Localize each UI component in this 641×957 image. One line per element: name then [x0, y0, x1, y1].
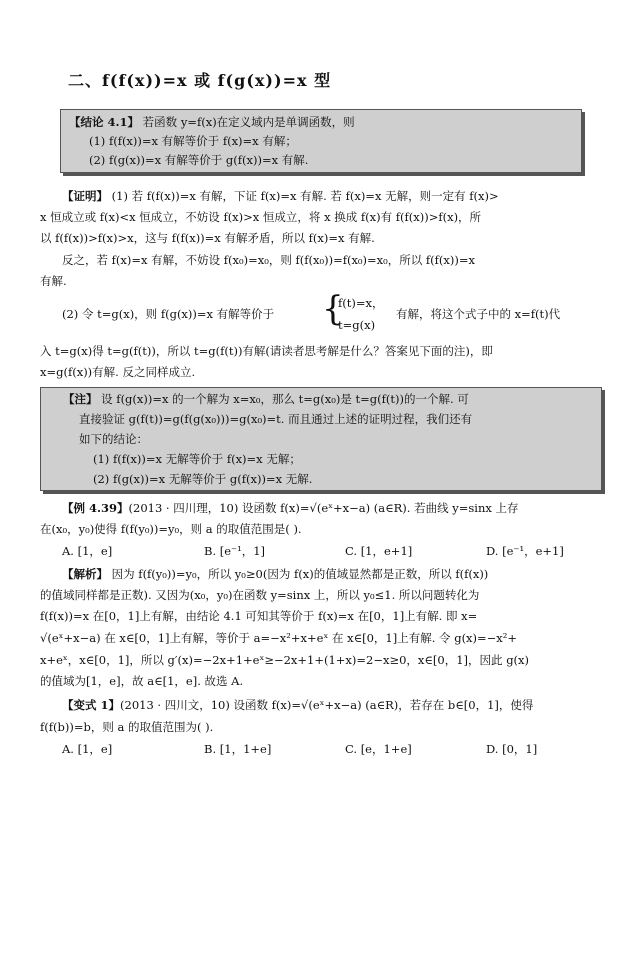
conclusion-line-1: 若函数 y=f(x)在定义域内是单调函数，则: [142, 115, 355, 129]
system-eq-1: f(t)=x，: [338, 296, 384, 310]
note-text-1: [63, 391, 469, 407]
example-text-1: (2013 · 四川理，10) 设函数 f(x)=√(eˣ+x−a) (a∈R). 若曲线 y=sinx 上存: [128, 501, 519, 515]
proof-text-1: (1) 若 f(f(x))=x 有解，下证 f(x)=x 有解. 若 f(x)=x 无解，则一定有 f(x)>: [111, 189, 499, 203]
analysis-line-2: 的值域同样都是正数). 又因为(x₀，y₀)在函数 y=sinx 上，所以 y₀≤1. 所以问题转化为: [40, 588, 480, 602]
proof-line-8: x=g(f(x))有解. 反之同样成立.: [40, 365, 196, 379]
variant-label: 【变式 1】: [62, 698, 121, 712]
conclusion-line-2: (1) f(f(x))=x 有解等价于 f(x)=x 有解；: [89, 134, 297, 148]
variant-text-1: (2013 · 四川文，10) 设函数 f(x)=√(eˣ+x−a) (a∈R)，若存在 b∈[0，1]，使得: [120, 698, 534, 712]
note-line-1: 设 f(g(x))=x 的一个解为 x=x₀，那么 t=g(x₀)是 t=g(f(t))的一个解. 可: [101, 392, 469, 406]
analysis-text-1: 因为 f(f(y₀))=y₀，所以 y₀≥0(因为 f(x)的值域显然都是正数，所以 f(f(x)): [111, 567, 489, 581]
proof-label: 【证明】: [62, 189, 108, 203]
system-brace: {: [322, 289, 344, 329]
proof-line-3: 以 f(f(x))>f(x)>x，这与 f(f(x))=x 有解矛盾，所以 f(x)=x 有解.: [40, 231, 375, 245]
example-label: 【例 4.39】: [62, 501, 129, 515]
proof-line-2: x 恒成立或 f(x)<x 恒成立，不妨设 f(x)>x 恒成立，将 x 换成 f(x)有 f(f(x))>f(x)，所: [40, 210, 482, 224]
note-line-5: (2) f(g(x))=x 无解等价于 g(f(x))=x 无解.: [93, 472, 313, 486]
variant-option-a: A. [1，e]: [62, 742, 113, 756]
example-option-a: A. [1，e]: [62, 544, 113, 558]
section-title: 二、f(f(x))=x 或 f(g(x))=x 型: [68, 71, 332, 90]
analysis-line-3: f(f(x))=x 在[0，1]上有解，由结论 4.1 可知其等价于 f(x)=x 在[0，1]上有解. 即 x=: [40, 609, 478, 623]
example-option-c: C. [1，e+1]: [345, 544, 413, 558]
example-option-d: D. [e⁻¹，e+1]: [486, 544, 564, 558]
proof-line-7: 入 t=g(x)得 t=g(f(t))，所以 t=g(f(t))有解(请读者思考解是什么？答案见下面的注)，即: [40, 344, 493, 358]
conclusion-box: [60, 109, 582, 173]
proof-line-6b: 有解，将这个式子中的 x=f(t)代: [396, 307, 561, 321]
proof-line-1: [62, 188, 622, 204]
example-line-1: [62, 500, 622, 516]
system-eq-2: t=g(x): [338, 318, 376, 332]
note-line-3: 如下的结论：: [79, 432, 148, 446]
conclusion-text-1: [69, 114, 355, 130]
variant-option-b: B. [1，1+e]: [204, 742, 272, 756]
analysis-label: 【解析】: [62, 567, 108, 581]
variant-line-2: f(f(b))=b，则 a 的取值范围为( ).: [40, 720, 214, 734]
proof-line-5: 有解.: [40, 274, 67, 288]
proof-line-6a: (2) 令 t=g(x)，则 f(g(x))=x 有解等价于: [62, 307, 275, 321]
note-label: 【注】: [63, 392, 98, 406]
analysis-line-4: √(eˣ+x−a) 在 x∈[0，1]上有解，等价于 a=−x²+x+eˣ 在 x∈[0，1]上有解. 令 g(x)=−x²+: [40, 631, 518, 645]
example-line-2: 在(x₀，y₀)使得 f(f(y₀))=y₀，则 a 的取值范围是( ).: [40, 522, 302, 536]
variant-line-1: [62, 697, 622, 713]
example-option-b: B. [e⁻¹，1]: [204, 544, 266, 558]
analysis-line-5: x+eˣ，x∈[0，1]，所以 g′(x)=−2x+1+eˣ≥−2x+1+(1+x)=2−x≥0，x∈[0，1]，因此 g(x): [40, 653, 530, 667]
conclusion-line-3: (2) f(g(x))=x 有解等价于 g(f(x))=x 有解.: [89, 153, 309, 167]
note-line-2: 直接验证 g(f(t))=g(f(g(x₀)))=g(x₀)=t. 而且通过上述的证明过程，我们还有: [79, 412, 473, 426]
analysis-line-6: 的值域为[1，e]，故 a∈[1，e]. 故选 A.: [40, 674, 244, 688]
note-line-4: (1) f(f(x))=x 无解等价于 f(x)=x 无解；: [93, 452, 301, 466]
note-box: [40, 387, 602, 491]
variant-option-d: D. [0，1]: [486, 742, 538, 756]
conclusion-label: 【结论 4.1】: [69, 115, 140, 129]
variant-option-c: C. [e，1+e]: [345, 742, 412, 756]
analysis-line-1: [62, 566, 622, 582]
proof-line-4: 反之，若 f(x)=x 有解，不妨设 f(x₀)=x₀，则 f(f(x₀))=f(x₀)=x₀，所以 f(f(x))=x: [62, 253, 475, 267]
